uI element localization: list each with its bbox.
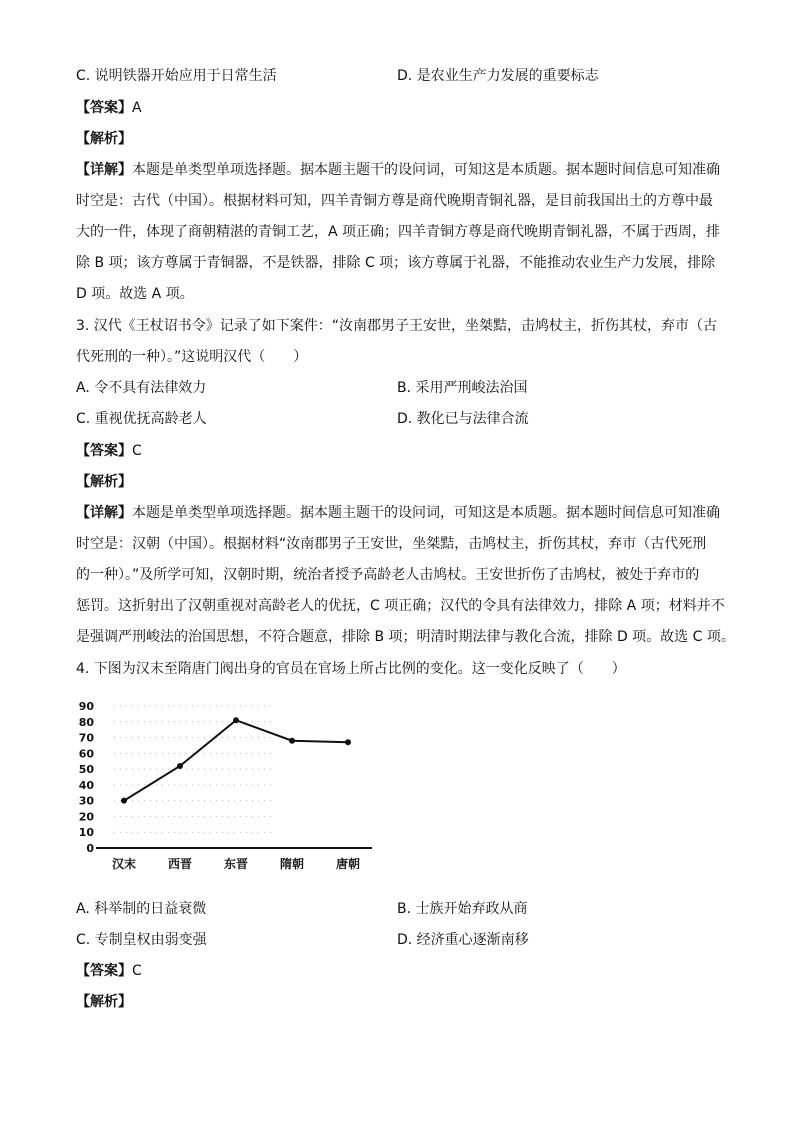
answer-tag: 【答案】 [76, 100, 132, 116]
x-tick-label: 东晋 [223, 857, 249, 871]
q3-detail-line-5: 是强调严刑峻法的治国思想，不符合题意，排除 B 项；明清时期法律与教化合流，排除 D 项。故选 C 项。 [76, 629, 735, 645]
q3-detail-text: 本题是单类型单项选择题。据本题主题干的设问词，可知这是本质题。据本题时间信息可知准确 [132, 505, 720, 521]
q3-detail-line-3: 的一种）。”及所学可知，汉朝时期，统治者授予高龄老人击鸠杖。王安世折伤了击鸠杖，被处于弃市的 [76, 567, 700, 583]
q4-option-a: A. 科举制的日益衰微 [76, 901, 207, 917]
q3-option-a: A. 令不具有法律效力 [76, 380, 207, 396]
q2-analysis-tag: 【解析】 [76, 131, 132, 147]
detail-tag: 【详解】 [76, 162, 132, 178]
data-point [121, 798, 127, 804]
detail-tag: 【详解】 [76, 505, 132, 521]
q3-answer: C [132, 443, 142, 459]
q2-detail-line-2: 时空是：古代（中国）。根据材料可知，四羊青铜方尊是商代晚期青铜礼器，是目前我国出土的方尊中最 [76, 193, 713, 209]
answer-tag: 【答案】 [76, 963, 132, 979]
q2-answer: A [132, 100, 142, 116]
series-line [124, 720, 348, 800]
x-tick-label: 唐朝 [335, 857, 361, 871]
x-tick-label: 隋朝 [279, 857, 305, 871]
q3-detail-line-4: 惩罚。这折射出了汉朝重视对高龄老人的优抚，C 项正确；汉代的令具有法律效力，排除 A 项；材料并不 [76, 598, 725, 614]
y-tick-label: 10 [78, 826, 94, 840]
q4-analysis-tag: 【解析】 [76, 994, 132, 1010]
q3-answer-line [76, 441, 142, 461]
q3-detail-line-1 [76, 503, 720, 523]
data-point [345, 739, 351, 745]
x-axis-ticks [112, 856, 360, 871]
y-tick-label: 40 [78, 778, 94, 792]
y-tick-label: 80 [78, 715, 94, 729]
q2-detail-text: 本题是单类型单项选择题。据本题主题干的设问词，可知这是本质题。据本题时间信息可知准确 [132, 162, 720, 178]
data-points [121, 717, 351, 803]
q4-option-d: D. 经济重心逐渐南移 [397, 932, 529, 948]
q4-answer: C [132, 963, 142, 979]
dotted-gridlines [96, 706, 276, 848]
q3-option-d: D. 教化已与法律合流 [397, 411, 529, 427]
q4-option-b: B. 士族开始弃政从商 [397, 901, 528, 917]
q3-analysis-tag: 【解析】 [76, 474, 132, 490]
y-tick-label: 30 [78, 794, 94, 808]
data-point [177, 763, 183, 769]
q4-stem: 4. 下图为汉末至隋唐门阀出身的官员在官场上所占比例的变化。这一变化反映了（ ） [76, 661, 626, 677]
q2-answer-line [76, 98, 142, 118]
q3-detail-line-2: 时空是：汉朝（中国）。根据材料“汝南郡男子王安世，坐桀黠，击鸠杖主，折伤其杖，弃市（古代死刑 [76, 536, 707, 552]
y-tick-label: 90 [78, 700, 94, 713]
y-tick-label: 60 [78, 747, 94, 761]
data-point [289, 738, 295, 744]
y-tick-label: 20 [78, 810, 94, 824]
q3-option-c: C. 重视优抚高龄老人 [76, 411, 207, 427]
q3-stem-line-2: 代死刑的一种）。”这说明汉代（ ） [76, 349, 308, 365]
y-axis-ticks [79, 700, 95, 855]
q3-option-b: B. 采用严刑峻法治国 [397, 380, 528, 396]
x-tick-label: 汉末 [111, 857, 137, 871]
answer-tag: 【答案】 [76, 443, 132, 459]
q2-option-c: C. 说明铁器开始应用于日常生活 [76, 68, 277, 84]
q4-option-c: C. 专制皇权由弱变强 [76, 932, 207, 948]
y-tick-label: 50 [78, 763, 94, 777]
official-ratio-line-chart [76, 694, 376, 874]
q2-detail-line-5: D 项。故选 A 项。 [76, 286, 194, 302]
y-tick-label: 70 [78, 731, 94, 745]
x-tick-label: 西晋 [167, 857, 193, 871]
q2-detail-line-1 [76, 160, 720, 180]
data-point [233, 717, 239, 723]
q2-detail-line-3: 大的一件，体现了商朝精湛的青铜工艺，A 项正确；四羊青铜方尊是商代晚期青铜礼器，不属于西周，排 [76, 224, 721, 240]
q4-answer-line [76, 961, 142, 981]
chart-svg [76, 694, 376, 874]
q2-detail-line-4: 除 B 项；该方尊属于青铜器，不是铁器，排除 C 项；该方尊属于礼器，不能推动农业生产力发展，排除 [76, 255, 716, 271]
q2-option-d: D. 是农业生产力发展的重要标志 [397, 68, 599, 84]
q3-stem-line-1: 3. 汉代《王杖诏书令》记录了如下案件：“汝南郡男子王安世，坐桀黠，击鸠杖主，折伤其杖，弃市（古 [76, 318, 718, 334]
y-tick-label: 0 [86, 842, 94, 855]
